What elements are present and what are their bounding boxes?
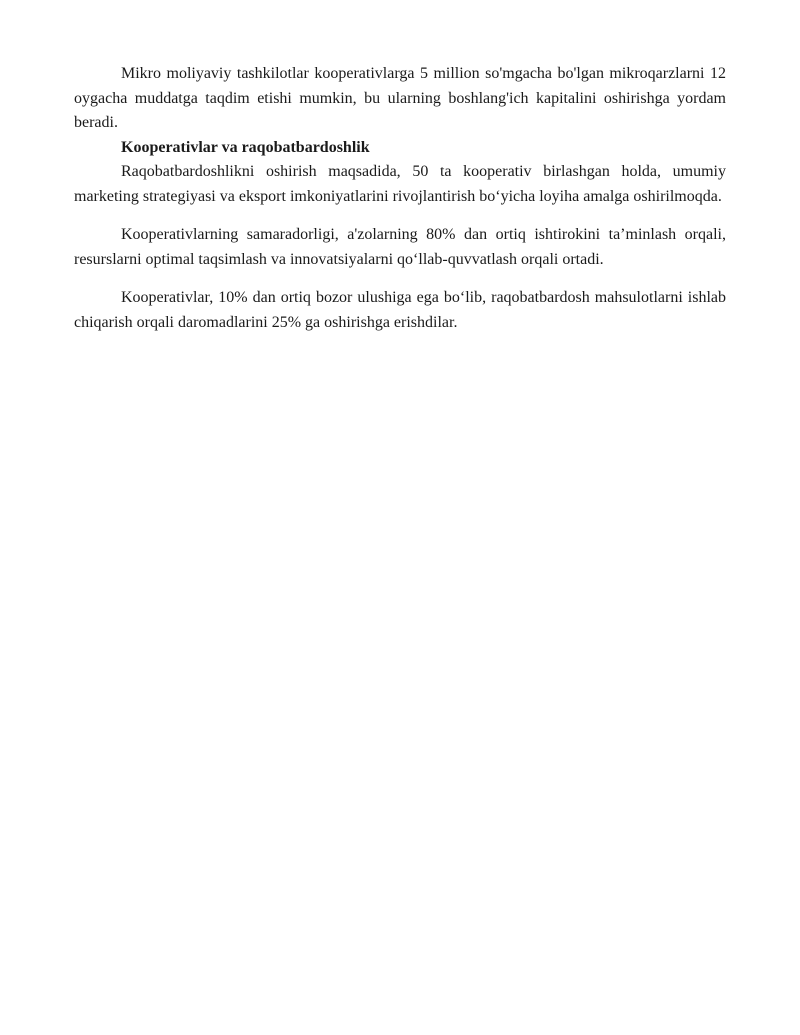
document-body: [74, 62, 726, 335]
section-heading: Kooperativlar va raqobatbardoshlik: [121, 138, 370, 156]
paragraph-competitiveness: Raqobatbardoshlikni oshirish maqsadida, 50 ta kooperativ birlashgan holda, umumiy marketing strategiyasi va eksport imkoniyatlarini rivojlantirish bo‘yicha loyiha amalga oshirilmoqda.: [74, 163, 726, 205]
paragraph-market-share: Kooperativlar, 10% dan ortiq bozor ulushiga ega bo‘lib, raqobatbardosh mahsulotlarni ishlab chiqarish orqali daromadlarini 25% ga oshirishga erishdilar.: [74, 289, 726, 331]
paragraph-microcredit: Mikro moliyaviy tashkilotlar kooperativlarga 5 million so'mgacha bo'lgan mikroqarzlarni 12 oygacha muddatga taqdim etishi mumkin, bu ularning boshlang'ich kapitalini oshirishga yordam beradi.: [74, 65, 726, 131]
paragraph-efficiency: Kooperativlarning samaradorligi, a'zolarning 80% dan ortiq ishtirokini ta’minlash orqali, resurslarni optimal taqsimlash va innovatsiyalarni qo‘llab-quvvatlash orqali ortadi.: [74, 226, 726, 268]
